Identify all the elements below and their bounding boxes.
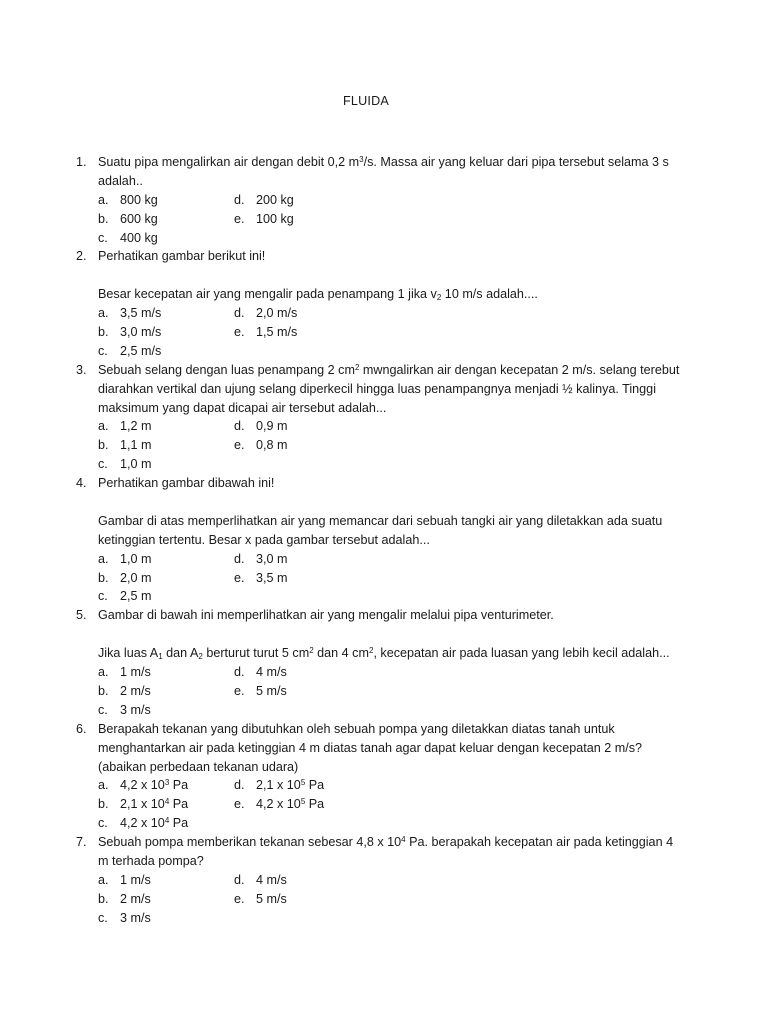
question-text: Sebuah pompa memberikan tekanan sebesar 4,8 x $10^4$ Pa. berapakah kecepatan air pada ketinggian 4 (98, 835, 674, 850)
question-text: menghantarkan air pada ketinggian 4 m diatas tanah agar dapat keluar dengan kecepatan 2 m/s? (98, 740, 643, 755)
option-value: 1,0 m (120, 551, 152, 566)
answer-option (98, 701, 232, 720)
question-stem-first-line (76, 361, 696, 380)
question-stem-first-line (76, 474, 696, 493)
option-letter: b. (98, 683, 109, 698)
option-letter: d. (234, 192, 245, 207)
answer-option (234, 323, 297, 342)
answer-option (98, 229, 232, 248)
option-letter: c. (98, 702, 108, 717)
option-letter: b. (98, 325, 109, 340)
question-stem-first-line (76, 833, 696, 852)
answer-option (234, 304, 297, 323)
answer-option (98, 550, 232, 569)
question-number: 6. (76, 721, 87, 736)
option-letter: d. (234, 419, 245, 434)
option-letter: e. (234, 797, 245, 812)
answer-option (234, 795, 324, 814)
answer-option (234, 436, 288, 455)
question-number: 1. (76, 155, 87, 169)
answer-option (98, 682, 232, 701)
answer-option (98, 304, 232, 323)
option-value: 400 kg (120, 230, 158, 245)
option-value: 5 m/s (256, 891, 287, 906)
question-stem-first-line (76, 720, 696, 739)
answer-option (98, 909, 232, 928)
question-stem-line (76, 625, 696, 644)
answer-option-row (76, 587, 696, 606)
answer-option (234, 663, 287, 682)
question-stem-first-line (76, 153, 696, 172)
answer-option (98, 569, 232, 588)
option-letter: c. (98, 816, 108, 831)
option-value: 4,2 x $10^4$ Pa (120, 816, 189, 831)
option-letter: e. (234, 891, 245, 906)
option-letter: e. (234, 683, 245, 698)
answer-option-row (76, 663, 696, 682)
option-letter: d. (234, 306, 245, 321)
option-value: 100 kg (256, 211, 294, 226)
question-stem-line (76, 852, 696, 871)
question-stem-line (76, 739, 696, 758)
answer-option-row (76, 323, 696, 342)
option-letter: d. (234, 665, 245, 680)
question-list (76, 153, 696, 928)
question-stem-line (76, 266, 696, 285)
question-number: 4. (76, 476, 87, 491)
option-letter: d. (234, 872, 245, 887)
answer-option (98, 814, 232, 833)
question-text: Besar kecepatan air yang mengalir pada penampang 1 jika $v_2$ 10 m/s adalah.... (98, 287, 538, 303)
option-letter: b. (98, 211, 109, 226)
option-value: 2 m/s (120, 891, 151, 906)
answer-option (98, 323, 232, 342)
option-value: 2,5 m (120, 589, 152, 604)
option-letter: e. (234, 438, 245, 453)
option-letter: b. (98, 797, 109, 812)
answer-option-row (76, 569, 696, 588)
option-letter: c. (98, 343, 108, 358)
answer-option (234, 417, 288, 436)
answer-option (234, 191, 294, 210)
answer-option (98, 871, 232, 890)
option-value: 1 m/s (120, 665, 151, 680)
option-value: 600 kg (120, 211, 158, 226)
answer-option (98, 587, 232, 606)
answer-option (98, 191, 232, 210)
question-text: adalah.. (98, 173, 143, 188)
answer-option-row (76, 814, 696, 833)
answer-option (98, 455, 232, 474)
option-value: 5 m/s (256, 683, 287, 698)
option-letter: c. (98, 230, 108, 245)
answer-option-row (76, 890, 696, 909)
question-number: 2. (76, 249, 87, 264)
question-text: Gambar di atas memperlihatkan air yang memancar dari sebuah tangki air yang diletakkan ada suatu (98, 513, 663, 528)
option-value: 4,2 x $10^5$ Pa (256, 797, 325, 812)
answer-option-row (76, 417, 696, 436)
answer-option (234, 890, 287, 909)
answer-option (234, 682, 287, 701)
option-letter: c. (98, 457, 108, 472)
answer-option (98, 890, 232, 909)
option-value: 1 m/s (120, 872, 151, 887)
question-item (76, 361, 696, 474)
question-stem-line (76, 285, 696, 304)
option-value: 2,5 m/s (120, 343, 162, 358)
option-value: 4 m/s (256, 665, 287, 680)
option-value: 800 kg (120, 192, 158, 207)
question-text: (abaikan perbedaan tekanan udara) (98, 759, 299, 774)
option-letter: a. (98, 551, 109, 566)
question-stem-first-line (76, 247, 696, 266)
question-text: Perhatikan gambar berikut ini! (98, 249, 266, 264)
answer-option (234, 569, 288, 588)
answer-option-row (76, 229, 696, 248)
option-letter: c. (98, 589, 108, 604)
question-text: Berapakah tekanan yang dibutuhkan oleh sebuah pompa yang diletakkan diatas tanah untuk (98, 721, 615, 736)
answer-option-row (76, 455, 696, 474)
answer-option-row (76, 701, 696, 720)
option-value: 3,5 m (256, 570, 288, 585)
answer-option (98, 342, 232, 361)
answer-option-row (76, 304, 696, 323)
option-letter: a. (98, 872, 109, 887)
option-value: 4 m/s (256, 872, 287, 887)
question-item (76, 833, 696, 927)
option-letter: a. (98, 192, 109, 207)
question-text: m terhada pompa? (98, 853, 204, 868)
question-text: ketinggian tertentu. Besar x pada gambar tersebut adalah... (98, 532, 430, 547)
question-number: 5. (76, 608, 87, 623)
option-value: 1,1 m (120, 438, 152, 453)
question-stem-line (76, 758, 696, 777)
option-letter: a. (98, 306, 109, 321)
option-value: 3 m/s (120, 910, 151, 925)
question-text: Jika luas $A_1$ dan $A_2$ berturut turut 5 $cm^2$ dan 4 $cm^2$, kecepatan air pada luasan yang lebih kecil adalah... (98, 646, 670, 662)
answer-option-row (76, 436, 696, 455)
question-text: Gambar di bawah ini memperlihatkan air yang mengalir melalui pipa venturimeter. (98, 608, 554, 623)
question-stem-line (76, 493, 696, 512)
question-stem-line (76, 512, 696, 531)
question-stem-line (76, 399, 696, 418)
answer-option (98, 776, 232, 795)
answer-option (98, 210, 232, 229)
option-value: 200 kg (256, 192, 294, 207)
answer-option (234, 550, 288, 569)
question-stem-line (76, 380, 696, 399)
question-text: Suatu pipa mengalirkan air dengan debit 0,2 $m^3/s$. Massa air yang keluar dari pipa tersebut selama 3 s (98, 155, 669, 169)
option-value: 3 m/s (120, 702, 151, 717)
option-value: 2,1 x $10^5$ Pa (256, 778, 325, 793)
option-value: 1,5 m/s (256, 325, 298, 340)
question-item (76, 606, 696, 719)
option-letter: a. (98, 778, 109, 793)
answer-option-row (76, 776, 696, 795)
option-value: 3,5 m/s (120, 306, 162, 321)
option-value: 0,9 m (256, 419, 288, 434)
answer-option (98, 663, 232, 682)
option-letter: d. (234, 778, 245, 793)
option-value: 2 m/s (120, 683, 151, 698)
question-stem-line (76, 172, 696, 191)
answer-option-row (76, 871, 696, 890)
answer-option-row (76, 682, 696, 701)
answer-option (234, 871, 287, 890)
answer-option-row (76, 191, 696, 210)
answer-option-row (76, 210, 696, 229)
option-letter: a. (98, 419, 109, 434)
option-letter: a. (98, 665, 109, 680)
option-value: 3,0 m (256, 551, 288, 566)
answer-option (234, 210, 294, 229)
question-stem-first-line (76, 606, 696, 625)
question-text: maksimum yang dapat dicapai air tersebut adalah... (98, 400, 387, 415)
question-text: diarahkan vertikal dan ujung selang diperkecil hingga luas penampangnya menjadi ½ kalinya. Tinggi (98, 381, 656, 396)
option-value: 1,0 m (120, 457, 152, 472)
question-number: 7. (76, 835, 87, 850)
question-item (76, 474, 696, 606)
answer-option-row (76, 550, 696, 569)
option-letter: e. (234, 325, 245, 340)
option-letter: b. (98, 438, 109, 453)
answer-option (98, 795, 232, 814)
question-text: Sebuah selang dengan luas penampang 2 $cm^2$ mwngalirkan air dengan kecepatan 2 m/s. selang terebut (98, 362, 680, 377)
option-letter: e. (234, 211, 245, 226)
question-item (76, 153, 696, 247)
option-value: 2,0 m (120, 570, 152, 585)
question-number: 3. (76, 362, 87, 377)
question-item (76, 720, 696, 833)
answer-option (234, 776, 324, 795)
answer-option (98, 436, 232, 455)
question-item (76, 247, 696, 360)
answer-option-row (76, 909, 696, 928)
option-value: 4,2 x $10^3$ Pa (120, 778, 189, 793)
question-stem-line (76, 531, 696, 550)
option-value: 3,0 m/s (120, 325, 162, 340)
option-value: 1,2 m (120, 419, 152, 434)
question-text: Perhatikan gambar dibawah ini! (98, 476, 275, 491)
option-letter: b. (98, 570, 109, 585)
option-letter: b. (98, 891, 109, 906)
answer-option (98, 417, 232, 436)
option-value: 2,0 m/s (256, 306, 298, 321)
option-letter: d. (234, 551, 245, 566)
document-title: FLUIDA (343, 94, 389, 108)
question-stem-line (76, 644, 696, 663)
answer-option-row (76, 342, 696, 361)
option-letter: c. (98, 910, 108, 925)
option-value: 0,8 m (256, 438, 288, 453)
option-letter: e. (234, 570, 245, 585)
answer-option-row (76, 795, 696, 814)
option-value: 2,1 x $10^4$ Pa (120, 797, 189, 812)
